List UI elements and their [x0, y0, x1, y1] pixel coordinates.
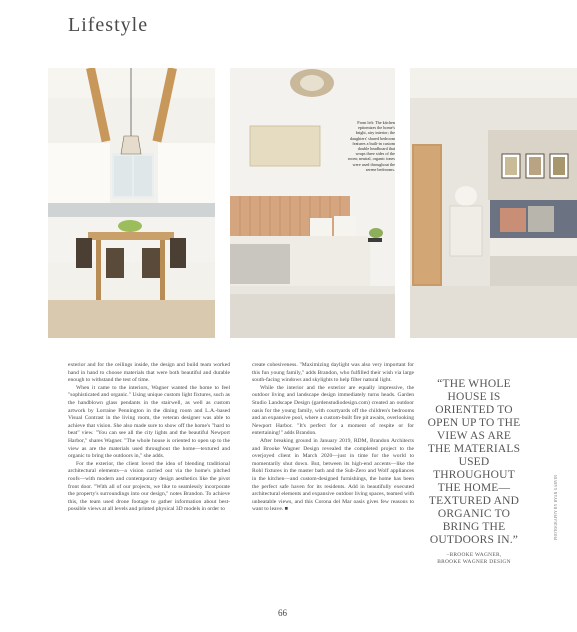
paragraph: For the exterior, the client loved the idea of blending traditional architectural elements—a vision carried out via the home's pitched roofs—with modern and contemporary design aesthetics like the pivot front door. "With all of our projects, we like to seamlessly incorporate the property's surroundings into our design," notes Brandon. To achieve this, the team used drone footage to gather information about best-possible views at all levels and printed physical 3D models in order to	[68, 460, 230, 513]
paragraph: While the interior and the exterior are equally impressive, the outdoor living and landscape design immediately turns heads. Garden Studio Landscape Design (gardenstudiodesign.com) created an outdoor oasis for the young family, with courtyards off the children's bedrooms and an expansive pool, where a custom-built fire pit awaits, overlooking Newport Harbor. "It's perfect for a moment of respite or for entertaining!" adds Brandon.	[252, 384, 414, 437]
bedroom-photo	[230, 68, 395, 338]
paragraph: After breaking ground in January 2019, RDM, Brandon Architects and Brooke Wagner Design revealed the completed project to the overjoyed client in March 2020—just in time for the world to momentarily shut down. But, between its high-end accents—like the Rohl fixtures in the master bath and the Sub-Zero and Wolf appliances in the kitchen—and custom-designed furnishings, the home has been the perfect safe haven for its residents. Add in beautifully executed architectural elements and expansive outdoor living spaces, teamed with unbeatable views, and this Corona del Mar oasis gives few reasons to want to leave. ■	[252, 437, 415, 513]
pull-quote: “THE WHOLE HOUSE IS ORIENTED TO OPEN UP TO THE VIEW AS ARE THE MATERIALS USED THROUGHOUT THE HOME—TEXTURED AND ORGANIC TO BRING THE OUTDOORS IN.”	[427, 378, 521, 546]
paragraph: When it came to the interiors, Wagner wanted the home to feel "sophisticated and organic." Using unique custom light fixtures, such as the handblown glass pendants in the stairwell, as well as custom artwork by Lorraine Pennington in the dining room and L.A.-based Visual Contrast in the living room, the veteran designer was able to achieve that vision. She also made sure to show off the home's "hard to beat" view. "You can see all the city lights and the beautiful Newport Harbor," shares Wagner. "The whole house is oriented to open up to the view as are the materials used throughout the home—textured and organic to bring the outdoors in," she adds.	[68, 384, 230, 460]
attribution-company: BROOKE WAGNER DESIGN	[437, 559, 511, 565]
kitchen-photo	[48, 68, 215, 338]
body-column-2	[252, 362, 414, 514]
body-column-1	[68, 362, 230, 514]
neutral-bedroom-photo	[410, 68, 577, 338]
photo-caption: From left: The kitchen epitomizes the home's bright, airy interior; the daughters' shared bedroom features a built-in custom double headboard that wraps three sides of the room; neutral, organic tones were used throughout the serene bedrooms.	[347, 120, 395, 172]
section-title: Lifestyle	[68, 14, 149, 36]
pull-quote-attribution	[420, 552, 528, 566]
attribution-name: –BROOKE WAGNER,	[446, 552, 502, 558]
paragraph: create cohesiveness. "Maximizing daylight was also very important for this fun young family," adds Brandon, who fulfilled their wish via large south-facing windows and skylights to help filter natural light.	[252, 362, 414, 384]
photo-credit: PHOTOGRAPHY BY RYAN GARVIN	[554, 474, 558, 540]
page-number: 66	[278, 608, 287, 618]
paragraph: exterior and for the ceilings inside, the design and build team worked hand in hand to choose materials that were both beautiful and durable enough to withstand the test of time.	[68, 362, 230, 384]
